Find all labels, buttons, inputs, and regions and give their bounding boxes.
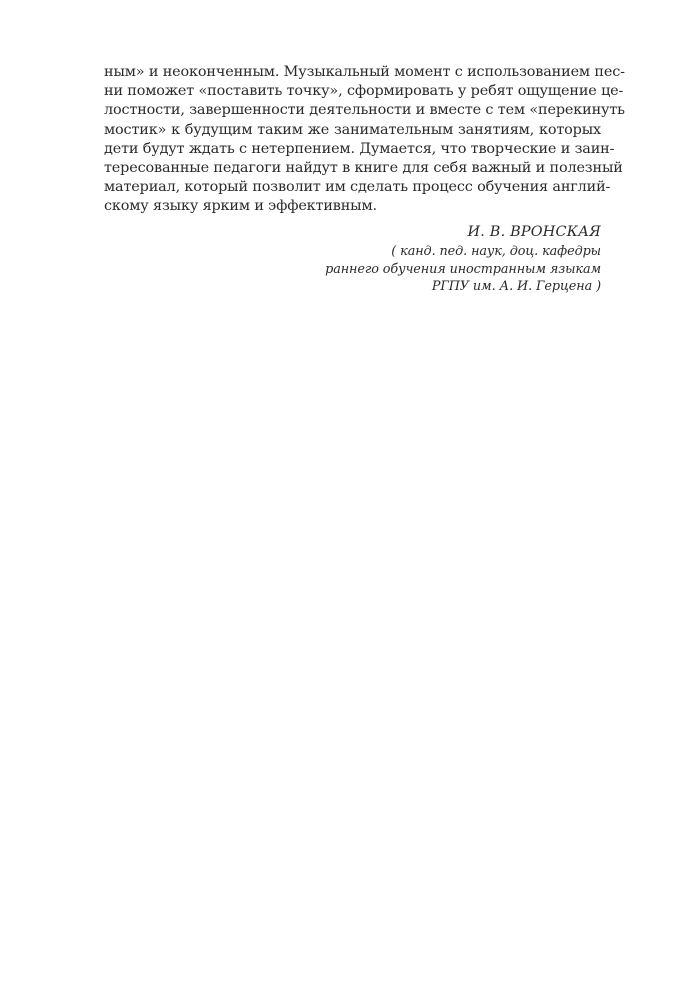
paragraph-line: тересованные педагоги найдут в книге для себя важный и полезный	[104, 159, 623, 176]
paragraph-line: ни поможет «поставить точку», сформировать у ребят ощущение це-	[104, 83, 624, 100]
paragraph-line: ным» и неоконченным. Музыкальный момент с использованием пес-	[104, 64, 625, 80]
signature-block	[325, 223, 601, 296]
paragraph-line: дети будут ждать с нетерпением. Думается, что творческие и заин-	[104, 140, 615, 157]
affiliation-line: ( канд. пед. наук, доц. кафедры	[391, 244, 601, 259]
paragraph-line: лостности, завершенности деятельности и вместе с тем «перекинуть	[104, 102, 625, 119]
body-paragraph	[104, 63, 625, 217]
paragraph-line: мостик» к будущим таким же занимательным занятиям, которых	[104, 121, 601, 138]
affiliation-line: РГПУ им. А. И. Герцена )	[431, 279, 601, 294]
paragraph-line: скому языку ярким и эффективным.	[104, 198, 377, 215]
author-name: И. В. ВРОНСКАЯ	[467, 224, 601, 240]
affiliation-line: раннего обучения иностранным языкам	[325, 261, 601, 277]
paragraph-line: материал, который позволит им сделать процесс обучения англий-	[104, 179, 611, 196]
